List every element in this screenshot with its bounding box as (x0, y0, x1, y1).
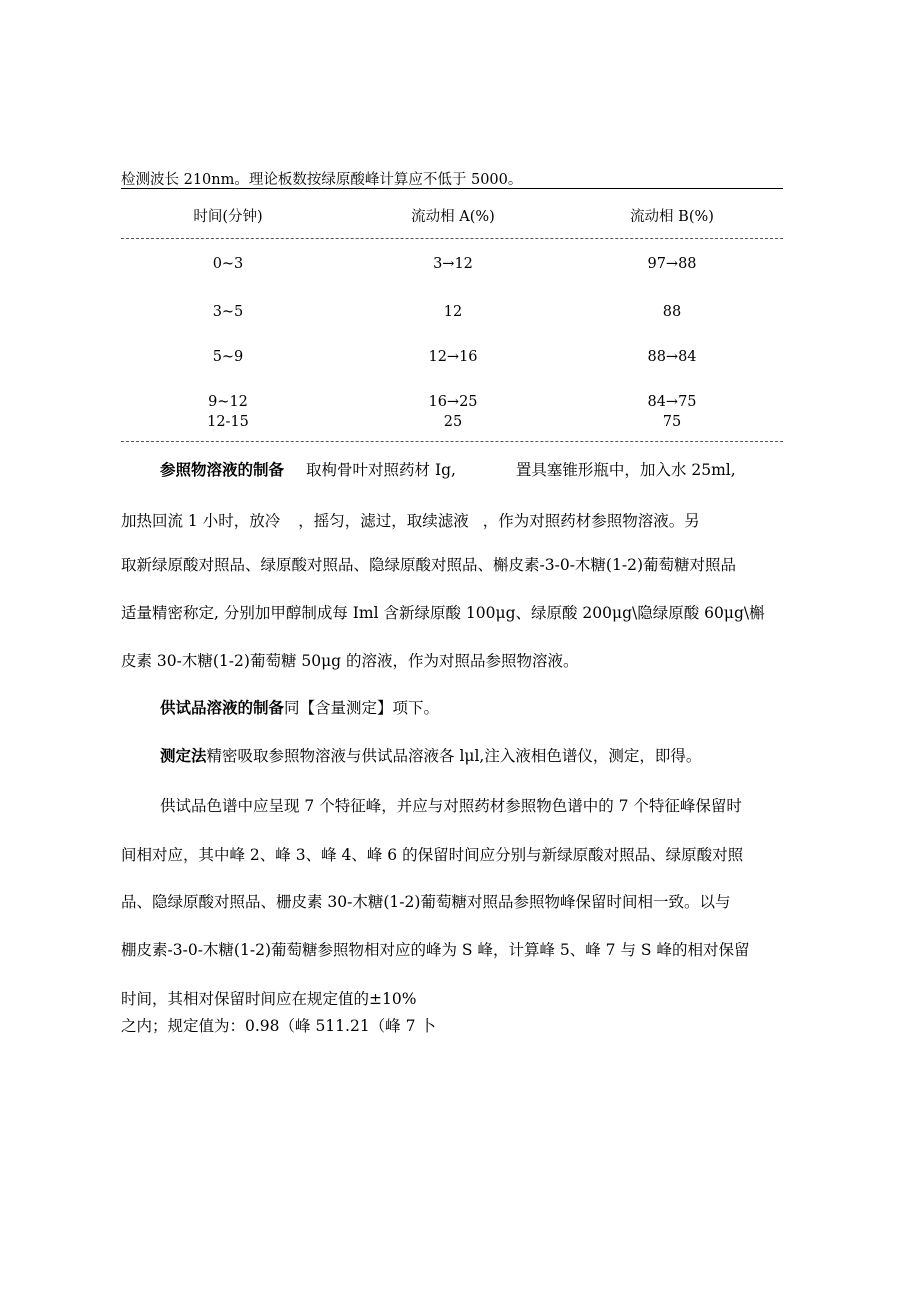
table-cell: 12 (443, 304, 463, 320)
reference-prep-text: ，摇匀，滤过，取续滤液 (298, 512, 469, 530)
result-line-6: 之内；规定值为：0.98（峰 511.21（峰 7 卜 (121, 1017, 436, 1035)
reference-prep-heading: 参照物溶液的制备 (160, 460, 285, 479)
reference-prep-text: ，作为对照药材参照物溶液。另 (482, 512, 700, 530)
table-cell: 88 (662, 304, 682, 320)
reference-prep-text: 取枸骨叶对照药材 Ig, (306, 461, 456, 479)
table-cell: 88→84 (647, 349, 697, 365)
table-header-time: 时间(分钟) (193, 209, 263, 225)
reference-prep-line-1 (160, 458, 736, 480)
table-cell: 25 (443, 414, 463, 430)
reference-prep-line-4: 适量精密称定, 分别加甲醇制成每 Iml 含新绿原酸 100μg、绿原酸 200μg\隐绿原酸 60μg\槲 (121, 604, 765, 622)
table-cell: 75 (662, 414, 682, 430)
method-text: 精密吸取参照物溶液与供试品溶液各 lμl,注入液相色谱仪，测定，即得。 (206, 747, 702, 765)
result-line-5: 时间，其相对保留时间应在规定值的±10% (121, 990, 417, 1008)
test-prep-heading: 供试品溶液的制备 (160, 698, 285, 717)
table-cell: 12→16 (428, 349, 478, 365)
test-prep-text: 同【含量测定】项下。 (284, 699, 440, 717)
table-header-mobile-a: 流动相 A(%) (411, 209, 495, 225)
table-top-rule (121, 188, 783, 189)
intro-text: 检测波长 210nm。理论板数按绿原酸峰计算应不低于 5000。 (121, 172, 523, 188)
method-paragraph (160, 744, 701, 766)
test-prep-paragraph (160, 696, 439, 718)
table-bottom-rule (121, 441, 783, 442)
table-cell: 9~12 (208, 394, 248, 410)
result-line-3: 品、隐绿原酸对照品、栅皮素 30-木糖(1-2)葡萄糖对照品参照物峰保留时间相一致。以与 (121, 893, 731, 911)
reference-prep-line-2 (121, 509, 700, 531)
result-line-1: 供试品色谱中应呈现 7 个特征峰，并应与对照药材参照物色谱中的 7 个特征峰保留时 (160, 797, 742, 815)
reference-prep-text: 加热回流 1 小时，放冷 (121, 512, 281, 530)
table-cell: 16→25 (428, 394, 478, 410)
table-cell: 12-15 (207, 414, 249, 430)
result-line-4: 棚皮素-3-0-木糖(1-2)葡萄糖参照物相对应的峰为 S 峰，计算峰 5、峰 7 与 S 峰的相对保留 (121, 941, 750, 959)
reference-prep-line-3: 取新绿原酸对照品、绿原酸对照品、隐绿原酸对照品、槲皮素-3-0-木糖(1-2)葡萄糖对照品 (121, 556, 736, 574)
table-cell: 0~3 (212, 256, 244, 272)
table-cell: 3→12 (433, 256, 473, 272)
table-cell: 3~5 (212, 304, 244, 320)
table-header-rule (121, 238, 783, 239)
result-line-2: 间相对应，其中峰 2、峰 3、峰 4、峰 6 的保留时间应分别与新绿原酸对照品、绿原酸对照 (121, 846, 744, 864)
table-cell: 84→75 (647, 394, 697, 410)
table-cell: 97→88 (647, 256, 697, 272)
reference-prep-text: 置具塞锥形瓶中，加入水 25ml, (515, 461, 736, 479)
table-header-mobile-b: 流动相 B(%) (630, 209, 714, 225)
reference-prep-line-5: 皮素 30-木糖(1-2)葡萄糖 50μg 的溶液，作为对照品参照物溶液。 (121, 652, 579, 670)
method-heading: 测定法 (160, 746, 207, 765)
table-cell: 5~9 (212, 349, 244, 365)
